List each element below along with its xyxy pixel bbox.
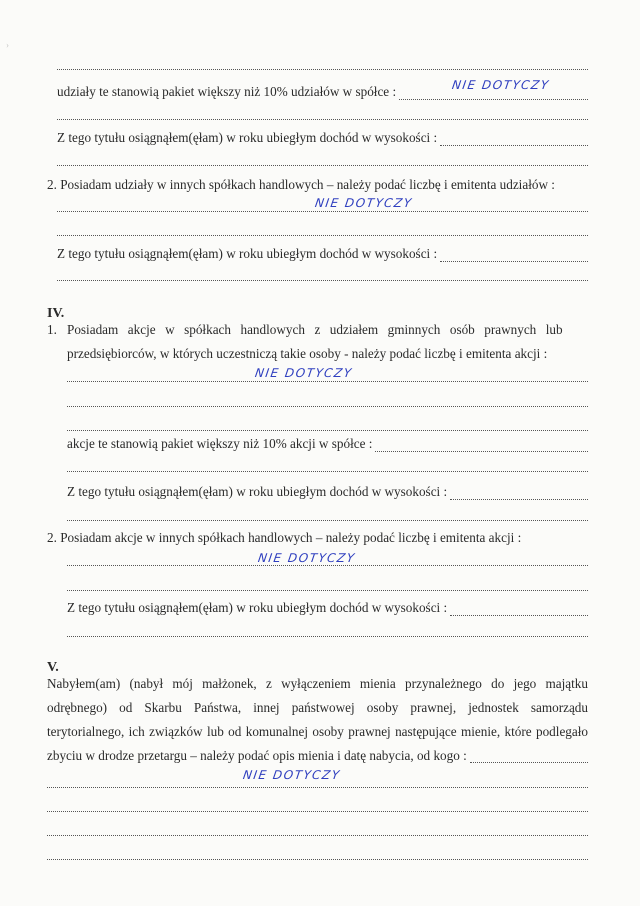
item-number: 1. (47, 322, 57, 337)
handwritten-answer: NIE DOTYCZY (242, 768, 342, 782)
handwritten-answer: NIE DOTYCZY (257, 551, 357, 565)
margin-mark: › (6, 40, 9, 50)
dotted-line (67, 580, 588, 591)
income-line (57, 246, 588, 262)
dotted-line (67, 626, 588, 637)
shares-package-label: udziały te stanowią pakiet większy niż 10% udziałów w spółce : (57, 84, 397, 99)
handwritten-answer: NIE DOTYCZY (451, 78, 551, 92)
answer-dotted-field (440, 250, 588, 262)
dotted-line (67, 461, 588, 472)
section-v-line-4 (47, 744, 588, 768)
section-v-line-4-text: zbyciu w drodze przetargu – należy podać opis mienia i datę nabycia, od kogo : (47, 748, 467, 763)
item-1-line-1 (67, 322, 588, 338)
shares-package-line (67, 436, 588, 452)
dotted-line (47, 825, 588, 836)
income-line (57, 130, 588, 146)
item-2-shares: 2. Posiadam udziały w innych spółkach handlowych – należy podać liczbę i emitenta udziałów : (47, 177, 555, 192)
dotted-line (47, 849, 588, 860)
handwritten-answer: NIE DOTYCZY (254, 366, 354, 380)
dotted-line (57, 225, 588, 236)
handwritten-answer: NIE DOTYCZY (314, 196, 414, 210)
dotted-line (67, 396, 588, 407)
section-v-line-1: Nabyłem(am) (nabył mój małżonek, z wyłączeniem mienia przynależnego do jego majątku (47, 676, 588, 691)
section-v-line-2: odrębnego) od Skarbu Państwa, innej państwowej osoby prawnej, jednostek samorządu (47, 700, 588, 715)
answer-dotted-field (470, 751, 588, 763)
dotted-line (47, 801, 588, 812)
income-line (67, 484, 588, 500)
item-1-line-2: przedsiębiorców, w których uczestniczą takie osoby - należy podać liczbę i emitenta akcji : (67, 346, 548, 361)
section-heading-v: V. (47, 660, 59, 675)
answer-dotted-field (450, 488, 588, 500)
dotted-line (67, 420, 588, 431)
income-label: Z tego tytułu osiągnąłem(ęłam) w roku ubiegłym dochód w wysokości : (67, 484, 448, 499)
shares-package-label: akcje te stanowią pakiet większy niż 10% akcji w spółce : (67, 436, 373, 451)
dotted-line (57, 109, 588, 120)
income-label: Z tego tytułu osiągnąłem(ęłam) w roku ubiegłym dochód w wysokości : (57, 246, 438, 261)
section-heading-iv: IV. (47, 306, 65, 321)
answer-dotted-field (450, 604, 588, 616)
section-v-paragraph (47, 672, 588, 768)
dotted-line (57, 59, 588, 70)
dotted-line (57, 155, 588, 166)
section-v-line-3: terytorialnego, ich związków lub od komunalnej osoby prawnej następujące mienie, które podlegało (47, 724, 588, 739)
answer-dotted-field (440, 134, 588, 146)
answer-dotted-field (375, 440, 588, 452)
income-label: Z tego tytułu osiągnąłem(ęłam) w roku ubiegłym dochód w wysokości : (57, 130, 438, 145)
dotted-line (67, 510, 588, 521)
item-2-shares: 2. Posiadam akcje w innych spółkach handlowych – należy podać liczbę i emitenta akcji : (47, 530, 522, 545)
income-line (67, 600, 588, 616)
income-label: Z tego tytułu osiągnąłem(ęłam) w roku ubiegłym dochód w wysokości : (67, 600, 448, 615)
item-1-text: Posiadam akcje w spółkach handlowych z udziałem gminnych osób prawnych lub (67, 322, 563, 337)
dotted-line (57, 270, 588, 281)
